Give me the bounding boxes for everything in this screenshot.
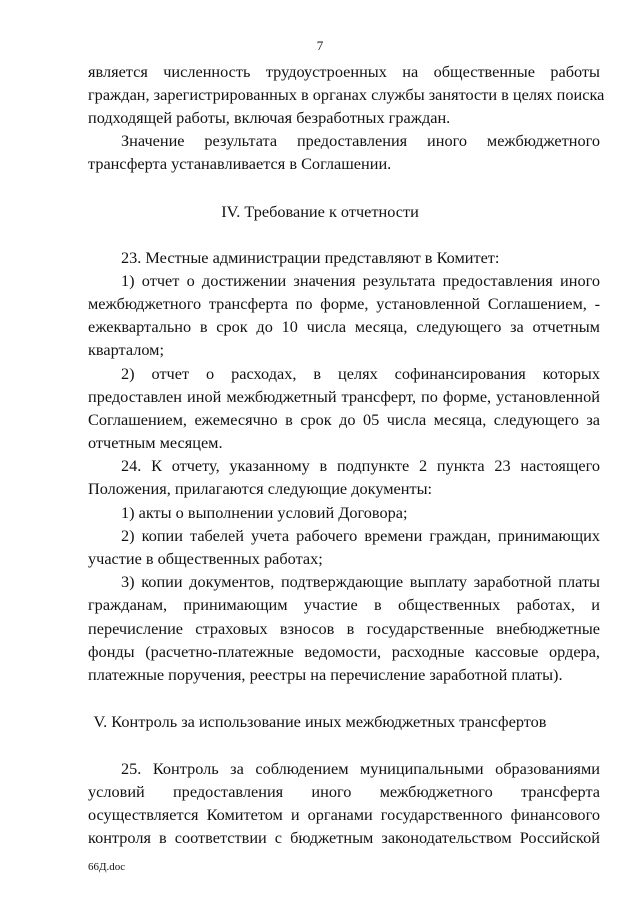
text-line: кварталом; <box>88 340 165 359</box>
text-line: Соглашением, ежемесячно в срок до 05 числа месяца, следующего за <box>88 410 600 429</box>
text-line: контроля в соответствии с бюджетным законодательством Российской <box>88 828 600 847</box>
text-line: гражданам, принимающим участие в общественных работах, и <box>88 595 600 614</box>
text-line: 1) отчет о достижении значения результата предоставления иного <box>121 271 600 290</box>
text-line: 1) акты о выполнении условий Договора; <box>121 503 408 522</box>
text-line: отчетным месяцем. <box>88 433 223 452</box>
page-number: 7 <box>316 38 324 53</box>
text-line: условий предоставления иного межбюджетного трансферта <box>88 782 600 801</box>
text-line: фонды (расчетно-платежные ведомости, расходные кассовые ордера, <box>88 642 600 661</box>
text-line: осуществляется Комитетом и органами государственного финансового <box>88 805 600 824</box>
section-heading-iv: IV. Требование к отчетности <box>221 202 419 221</box>
text-line: 2) отчет о расходах, в целях софинансирования которых <box>121 364 600 383</box>
text-line: 2) копии табелей учета рабочего времени граждан, принимающих <box>121 526 600 545</box>
text-line: межбюджетного трансферта по форме, установленной Соглашением, - <box>88 294 600 313</box>
text-line: граждан, зарегистрированных в органах службы занятости в целях поиска <box>88 85 605 104</box>
section-heading-v: V. Контроль за использование иных межбюджетных трансфертов <box>93 712 547 731</box>
text-line: является численность трудоустроенных на общественные работы <box>88 62 600 81</box>
text-line: предоставлен иной межбюджетный трансферт, по форме, установленной <box>88 387 600 406</box>
text-line: 24. К отчету, указанному в подпункте 2 пункта 23 настоящего <box>121 456 600 475</box>
text-line: платежные поручения, реестры на перечисление заработной платы). <box>88 665 563 684</box>
text-line: 25. Контроль за соблюдением муниципальными образованиями <box>121 759 600 778</box>
text-line: перечисление страховых взносов в государственные внебюджетные <box>88 619 600 638</box>
text-line: Значение результата предоставления иного межбюджетного <box>121 131 600 150</box>
footer-filename: 66Д.doc <box>88 861 126 873</box>
text-line: Положения, прилагаются следующие документы: <box>88 479 433 498</box>
text-line: подходящей работы, включая безработных граждан. <box>88 108 451 127</box>
text-line: ежеквартально в срок до 10 числа месяца, следующего за отчетным <box>88 317 600 336</box>
text-line: трансферта устанавливается в Соглашении. <box>88 154 392 173</box>
text-line: 23. Местные администрации представляют в Комитет: <box>121 248 500 267</box>
text-line: участие в общественных работах; <box>88 549 323 568</box>
text-line: 3) копии документов, подтверждающие выплату заработной платы <box>121 572 600 591</box>
